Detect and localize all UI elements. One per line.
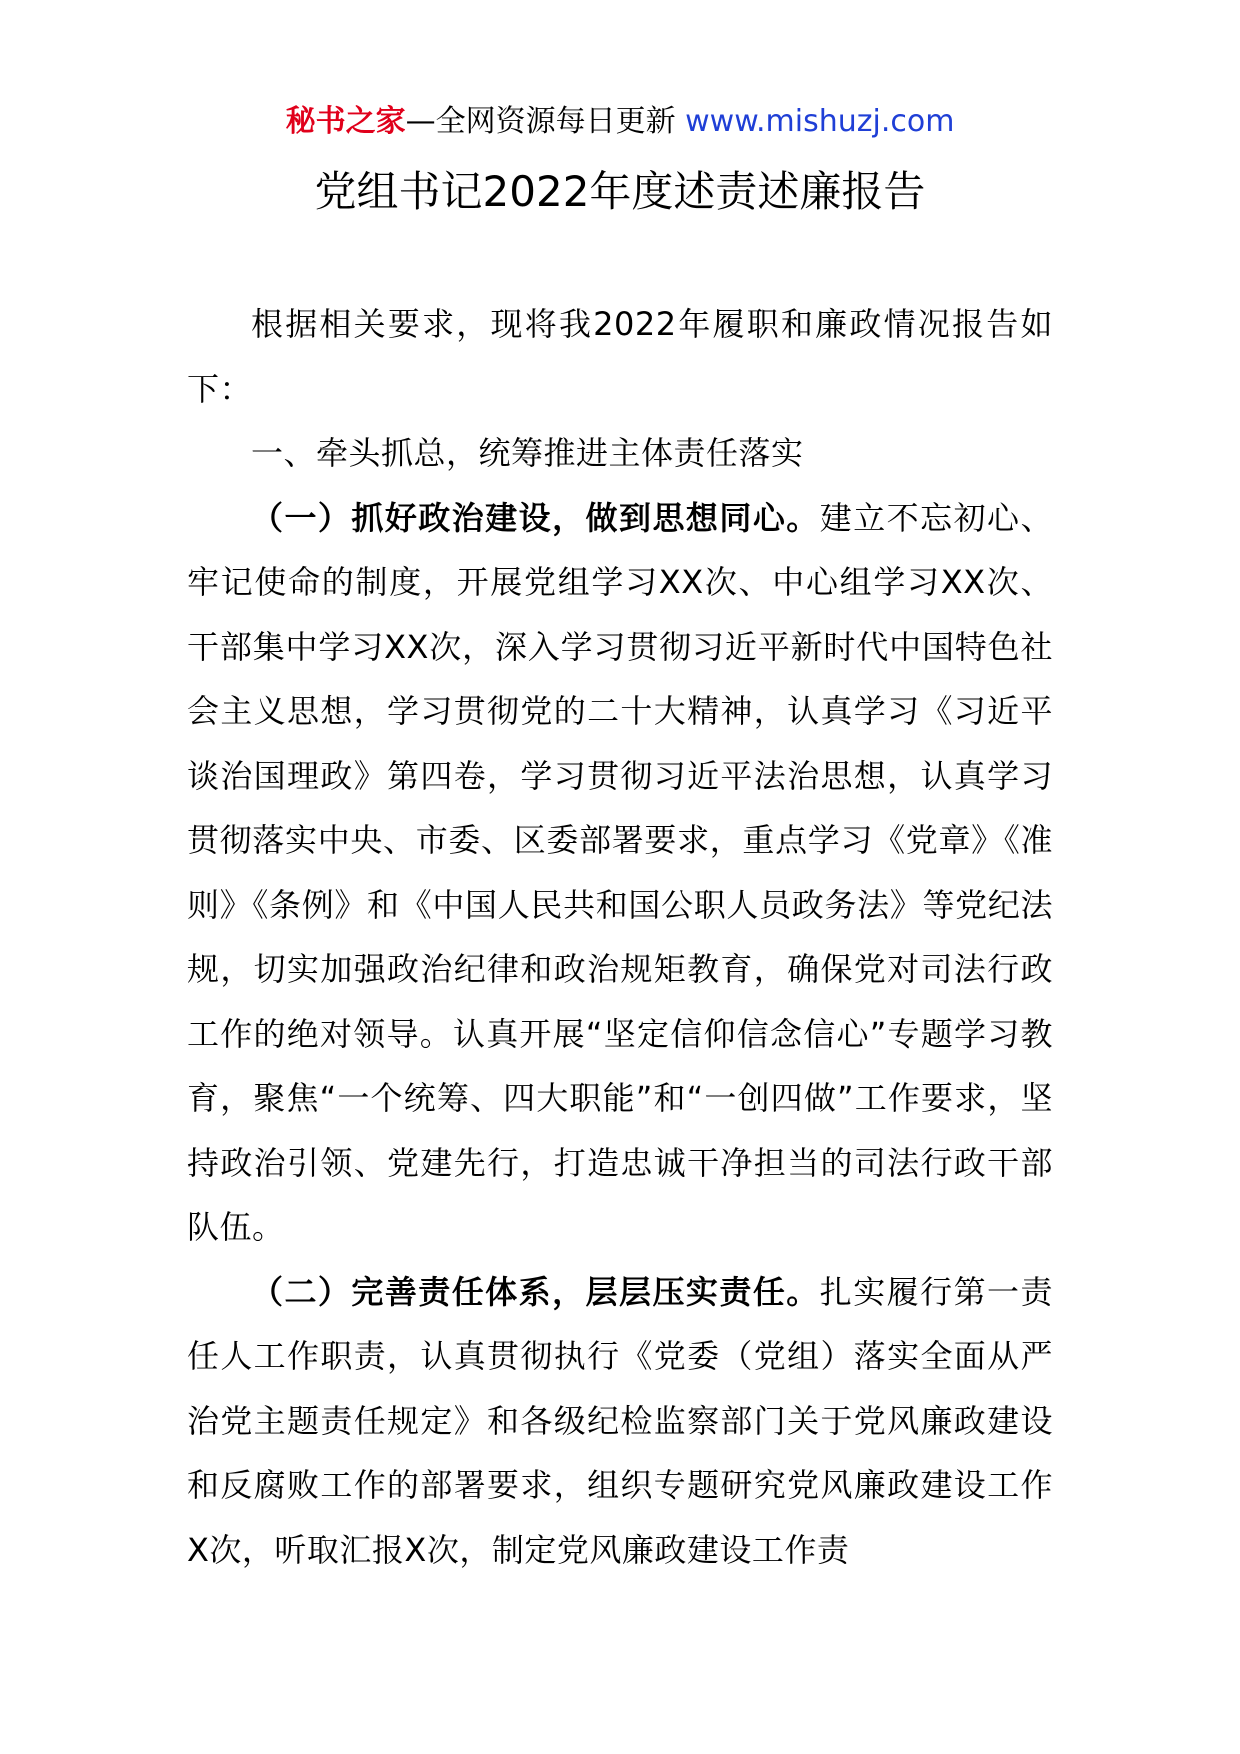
header-tagline: —全网资源每日更新 <box>405 104 676 139</box>
document-body <box>187 292 1053 1582</box>
paragraph-2 <box>187 1260 1053 1583</box>
paragraph-1-heading: （一）抓好政治建设，做到思想同心。 <box>251 498 820 537</box>
site-url-link[interactable]: www.mishuzj.com <box>685 104 955 139</box>
paragraph-2-heading: （二）完善责任体系，层层压实责任。 <box>251 1272 820 1311</box>
site-header <box>0 100 1240 144</box>
document-title: 党组书记2022年度述责述廉报告 <box>314 167 926 216</box>
brand-name: 秘书之家 <box>285 104 406 139</box>
section-heading-1: 一、牵头抓总，统筹推进主体责任落实 <box>251 434 804 472</box>
paragraph-1 <box>187 486 1053 1260</box>
intro-paragraph: 根据相关要求，现将我2022年履职和廉政情况报告如下： <box>187 305 1053 408</box>
paragraph-1-body: 建立不忘初心、牢记使命的制度，开展党组学习XX次、中心组学习XX次、干部集中学习XX次，深入学习贯彻习近平新时代中国特色社会主义思想，学习贯彻党的二十大精神，认真学习《习近平谈治国理政》第四卷，学习贯彻习近平法治思想，认真学习贯彻落实中央、市委、区委部署要求，重点学习《党章》《准则》《条例》和《中国人民共和国公职人员政务法》等党纪法规，切实加强政治纪律和政治规矩教育，确保党对司法行政工作的绝对领导。认真开展“坚定信仰信念信心”专题学习教育，聚焦“一个统筹、四大职能”和“一创四做”工作要求，坚持政治引领、党建先行，打造忠诚干净担当的司法行政干部队伍。 <box>187 498 1053 1246</box>
paragraph-2-body: 扎实履行第一责任人工作职责，认真贯彻执行《党委（党组）落实全面从严治党主题责任规定》和各级纪检监察部门关于党风廉政建设和反腐败工作的部署要求，组织专题研究党风廉政建设工作X次，听取汇报X次，制定党风廉政建设工作责 <box>187 1272 1053 1569</box>
